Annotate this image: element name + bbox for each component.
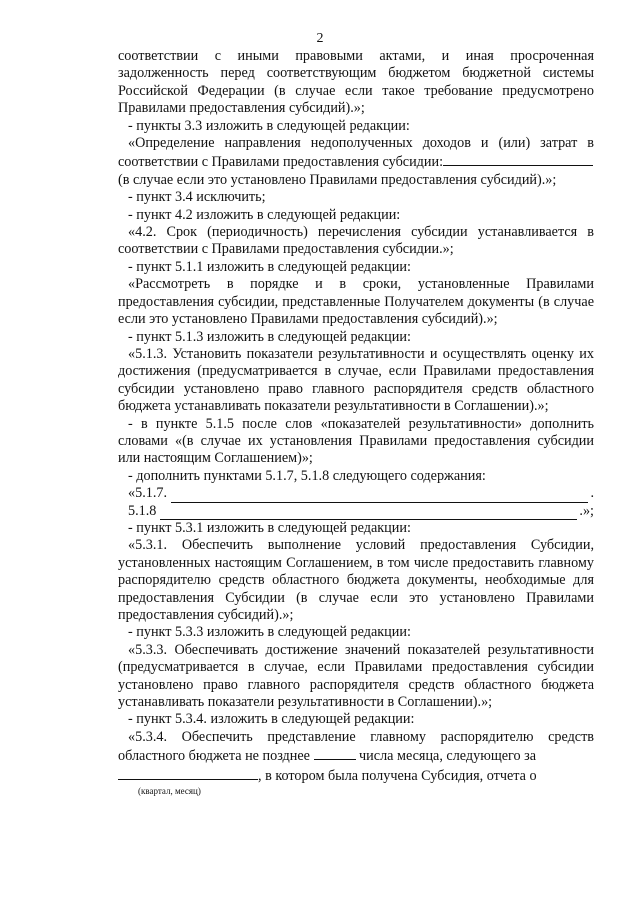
- paragraph: - пункт 5.3.1 изложить в следующей редакции:: [128, 519, 411, 536]
- paragraph: - дополнить пунктами 5.1.7, 5.1.8 следующего содержания:: [128, 467, 486, 484]
- blank-line: [160, 506, 577, 520]
- item-end: .: [590, 485, 594, 502]
- paragraph: соответствии с иными правовыми актами, и иная просроченная задолженность перед соответствующим бюджетом бюджетной системы Российской Федерации (в случае если такое требование предусмотрено Правилами предоставления субсидий).»;: [118, 48, 594, 117]
- page-number: 2: [316, 31, 324, 46]
- paragraph: [118, 766, 594, 785]
- paragraph: [118, 729, 594, 766]
- paragraph-text: числа месяца, следующего за: [359, 748, 537, 765]
- paragraph: [118, 135, 594, 172]
- paragraph: «5.3.1. Обеспечить выполнение условий предоставления Субсидии, установленных настоящим Соглашением, в том числе предоставить главному распорядителю средств областного бюджета документы, необходимые для предоставления Субсидии (в случае если это установлено Правилами предоставления субсидий).»;: [118, 537, 594, 623]
- item-label: 5.1.8: [128, 502, 157, 519]
- item-5-1-8: [118, 503, 594, 520]
- item-5-1-7: [118, 485, 594, 502]
- paragraph: - пункт 5.3.4. изложить в следующей редакции:: [128, 711, 415, 728]
- paragraph: - пункт 5.1.3 изложить в следующей редакции:: [128, 328, 411, 345]
- paragraph: - в пункте 5.1.5 после слов «показателей результативности» дополнить словами «(в случае их установления Правилами предоставления субсидии или настоящим Соглашением)»;: [118, 415, 594, 467]
- paragraph: (в случае если это установлено Правилами предоставления субсидий).»;: [118, 171, 557, 188]
- blank-line: [314, 746, 356, 760]
- footnote-label: (квартал, месяц): [138, 786, 201, 797]
- document-body: [118, 48, 594, 797]
- paragraph: - пункты 3.3 изложить в следующей редакции:: [128, 117, 410, 134]
- paragraph: «Рассмотреть в порядке и в сроки, установленные Правилами предоставления субсидии, представленные Получателем документы (в случае если это установлено Правилами предоставления субсидий).»;: [118, 276, 594, 328]
- paragraph: «5.1.3. Установить показатели результативности и осуществлять оценку их достижения (предусматривается в случае, если Правилами предоставления субсидии установлено право главного распорядителя средств областного бюджета устанавливать показатели результативности в Соглашении).»;: [118, 345, 594, 415]
- paragraph-text: «5.3.4. Обеспечить представление главному распорядителю средств областного бюджета не позднее: [118, 728, 594, 765]
- paragraph: - пункт 5.3.3 изложить в следующей редакции:: [128, 624, 411, 641]
- blank-line: [443, 152, 593, 166]
- paragraph: «5.3.3. Обеспечивать достижение значений показателей результативности (предусматривается в случае, если Правилами предоставления субсидии установлено право главного распорядителя средств областного бюджета устанавливать показатели результативности в Соглашении).»;: [118, 641, 594, 711]
- item-label: «5.1.7.: [128, 485, 168, 502]
- paragraph-text: «Определение направления недополученных доходов и (или) затрат в соответствии с Правилами предоставления субсидии:: [118, 135, 594, 171]
- blank-line: [118, 766, 258, 780]
- paragraph: - пункт 5.1.1 изложить в следующей редакции:: [128, 258, 411, 275]
- item-end: .»;: [579, 502, 594, 519]
- paragraph: «4.2. Срок (периодичность) перечисления субсидии устанавливается в соответствии с Правилами предоставления субсидии.»;: [118, 224, 594, 258]
- paragraph: - пункт 4.2 изложить в следующей редакции:: [128, 206, 401, 223]
- paragraph: - пункт 3.4 исключить;: [128, 189, 266, 206]
- paragraph-text: , в котором была получена Субсидия, отчета о: [258, 767, 537, 784]
- blank-line: [171, 489, 588, 503]
